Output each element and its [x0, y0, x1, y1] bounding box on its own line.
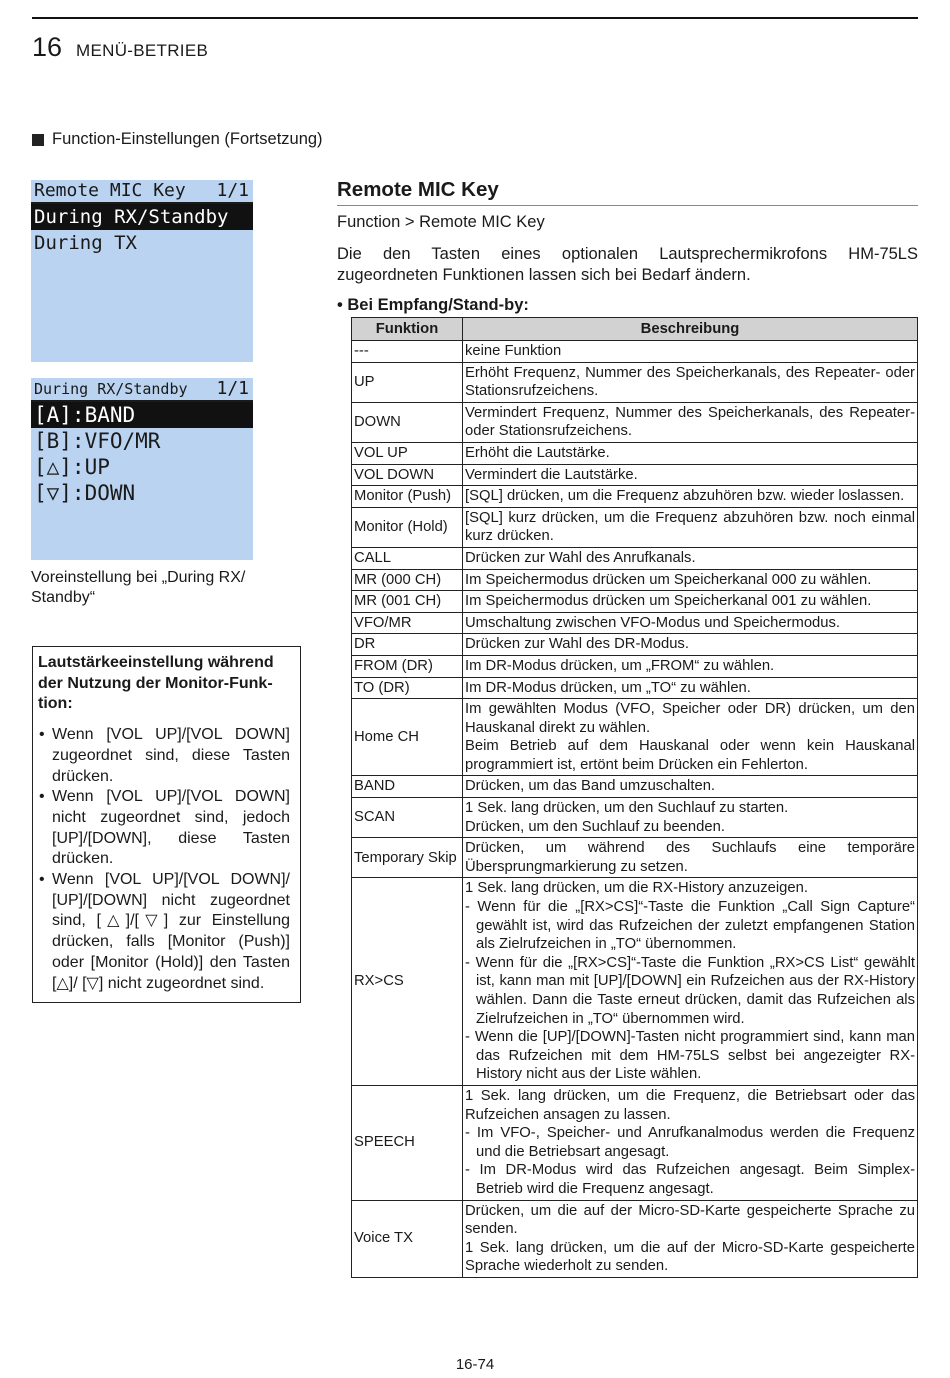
function-cell: VOL UP [352, 442, 463, 464]
table-row [352, 677, 918, 699]
title-rule [337, 205, 918, 206]
table-row [352, 569, 918, 591]
function-cell: Voice TX [352, 1200, 463, 1277]
description-line: Im Speichermodus drücken um Speicherkanal 000 zu wählen. [465, 571, 872, 588]
description-line: Drücken, um die auf der Micro-SD-Karte gespeicherte Sprache zu senden. [465, 1202, 915, 1238]
description-cell [463, 1200, 918, 1277]
description-line: Drücken zur Wahl des DR-Modus. [465, 636, 689, 653]
description-line: Im DR-Modus drücken, um „TO“ zu wählen. [465, 679, 751, 696]
table-row [352, 591, 918, 613]
function-cell: RX>CS [352, 878, 463, 1086]
table-row [352, 507, 918, 547]
lcd-menu-item-during-rx-standby[interactable]: During RX/Standby [31, 204, 253, 230]
note-item: • Wenn [VOL UP]/[VOL DOWN] zugeordnet sind, diese Tasten drücken. [38, 725, 290, 787]
table-row [352, 878, 918, 1086]
description-cell [463, 464, 918, 486]
function-cell: DR [352, 634, 463, 656]
lcd-title-row [31, 180, 253, 204]
description-line: - Im VFO-, Speicher- und Anrufkanalmodus werden die Frequenz und die Betriebsart angesagt. [465, 1125, 915, 1160]
table-row [352, 362, 918, 402]
function-cell: VFO/MR [352, 612, 463, 634]
description-line: Erhöht Frequenz, Nummer des Speicherkanals, des Repeater- oder Stationsrufzeichens. [465, 364, 915, 400]
lcd-title: During RX/Standby [34, 380, 188, 398]
description-line: Beim Betrieb auf dem Hauskanal oder wenn kein Hauskanal programmiert ist, ertönt beim Drücken ein Fehlerton. [465, 738, 915, 773]
description-cell [463, 878, 918, 1086]
chapter-title: MENÜ-BETRIEB [76, 41, 209, 60]
description-cell [463, 341, 918, 363]
table-row [352, 634, 918, 656]
description-cell [463, 699, 918, 776]
description-line: [SQL] kurz drücken, um die Frequenz abzuhören bzw. noch einmal kurz drücken. [465, 509, 915, 545]
description-line: Im gewählten Modus (VFO, Speicher oder DR) drücken, um den Hauskanal direkt zu wählen. [465, 701, 915, 736]
function-cell: MR (000 CH) [352, 569, 463, 591]
lcd-screen-remote-mic-key [31, 180, 253, 362]
table-header-row [352, 318, 918, 341]
function-cell: DOWN [352, 402, 463, 442]
function-cell: UP [352, 362, 463, 402]
table-row [352, 699, 918, 776]
description-cell [463, 1085, 918, 1200]
description-cell [463, 798, 918, 838]
table-body [352, 341, 918, 1278]
note-item: • Wenn [VOL UP]/[VOL DOWN]/ [UP]/[DOWN] nicht zugeordnet sind, [△]/[▽] zur Einstellung drücken, falls [Monitor (Push)] oder [Monitor (Hold)] den Tasten [△]/ [▽] nicht zugeordnet sind. [38, 870, 290, 994]
note-item: • Wenn [VOL UP]/[VOL DOWN] nicht zugeordnet sind, jedoch [UP]/[DOWN], diese Tasten drücken. [38, 787, 290, 870]
lcd-page-indicator: 1/1 [216, 378, 249, 399]
table-row [352, 798, 918, 838]
function-cell: MR (001 CH) [352, 591, 463, 613]
chapter-number: 16 [32, 32, 63, 62]
table-row [352, 442, 918, 464]
note-box [32, 646, 301, 1003]
main-title: Remote MIC Key [337, 178, 499, 201]
description-line: - Wenn für die „[RX>CS]“-Taste die Funktion „Call Sign Capture“ gewählt ist, wird das Rufzeichen der zuletzt empfangenen Station als Zielrufzeichen in „TO“ übernommen. [465, 899, 915, 953]
description-cell [463, 402, 918, 442]
description-cell [463, 442, 918, 464]
description-line: Vermindert Frequenz, Nummer des Speicherkanals, des Repeater- oder Stationsrufzeichens. [465, 404, 915, 440]
function-cell: SPEECH [352, 1085, 463, 1200]
description-line: keine Funktion [465, 343, 562, 359]
description-cell [463, 838, 918, 878]
description-line: Drücken, um während des Suchlaufs eine temporäre Übersprungmarkierung zu setzen. [465, 840, 915, 875]
description-line: [SQL] drücken, um die Frequenz abzuhören bzw. wieder loslassen. [465, 488, 905, 505]
description-cell [463, 776, 918, 798]
square-bullet-icon [32, 134, 44, 146]
function-cell: Temporary Skip [352, 838, 463, 878]
lcd-screen-during-rx-standby [31, 378, 253, 560]
function-cell: --- [352, 341, 463, 363]
page-header [32, 32, 208, 63]
menu-path: Function > Remote MIC Key [337, 213, 545, 231]
table-row [352, 1085, 918, 1200]
column-header-beschreibung: Beschreibung [463, 318, 918, 341]
description-line: Im DR-Modus drücken, um „FROM“ zu wählen. [465, 657, 775, 674]
description-line: 1 Sek. lang drücken, um den Suchlauf zu starten. [465, 800, 789, 817]
description-line: Im Speichermodus drücken um Speicherkanal 001 zu wählen. [465, 593, 872, 610]
function-cell: Monitor (Push) [352, 486, 463, 508]
intro-text: Die den Tasten eines optionalen Lautsprechermikrofons HM-75LS zugeordneten Funktionen lassen sich bei Bedarf ändern. [337, 245, 918, 284]
table-row [352, 655, 918, 677]
description-cell [463, 486, 918, 508]
lcd-menu-item-key-up[interactable]: [△]:UP [34, 455, 110, 479]
description-cell [463, 362, 918, 402]
description-cell [463, 634, 918, 656]
column-header-funktion: Funktion [352, 318, 463, 341]
table-row [352, 1200, 918, 1277]
table-row [352, 547, 918, 569]
description-cell [463, 612, 918, 634]
description-cell [463, 547, 918, 569]
description-line: Drücken, um den Suchlauf zu beenden. [465, 818, 725, 835]
description-cell [463, 655, 918, 677]
function-cell: SCAN [352, 798, 463, 838]
table-row [352, 464, 918, 486]
section-heading [32, 130, 323, 149]
lcd-page-indicator: 1/1 [216, 180, 249, 201]
lcd-menu-item-key-a[interactable]: [A]:BAND [31, 402, 253, 428]
table-row [352, 402, 918, 442]
description-line: Erhöht die Lautstärke. [465, 444, 610, 461]
description-cell [463, 507, 918, 547]
function-cell: BAND [352, 776, 463, 798]
table-row [352, 612, 918, 634]
description-line: - Im DR-Modus wird das Rufzeichen angesagt. Beim Simplex-Betrieb wird die Frequenz angesagt. [465, 1162, 915, 1197]
function-cell: TO (DR) [352, 677, 463, 699]
lcd-caption: Voreinstellung bei „During RX/ Standby“ [31, 569, 246, 606]
page-number: 16-74 [455, 1356, 495, 1373]
lcd-menu-item-during-tx[interactable]: During TX [34, 232, 137, 254]
note-title: Lautstärkeeinstellung während der Nutzung der Monitor-Funktion: [38, 654, 274, 713]
description-line: 1 Sek. lang drücken, um die Frequenz, die Betriebsart oder das Rufzeichen ansagen zu lassen. [465, 1087, 915, 1123]
function-table [351, 317, 918, 1278]
function-cell: FROM (DR) [352, 655, 463, 677]
function-cell: Home CH [352, 699, 463, 776]
lcd-menu-item-key-b[interactable]: [B]:VFO/MR [34, 429, 161, 453]
description-cell [463, 591, 918, 613]
description-line: - Wenn die [UP]/[DOWN]-Tasten nicht programmiert sind, kann man das Rufzeichen mit dem HM-75LS selbst bei angezeigter RX-History nicht aus der Liste wählen. [465, 1029, 915, 1083]
function-cell: Monitor (Hold) [352, 507, 463, 547]
table-row [352, 776, 918, 798]
function-cell: VOL DOWN [352, 464, 463, 486]
table-row [352, 341, 918, 363]
top-rule [32, 17, 918, 19]
description-line: Umschaltung zwischen VFO-Modus und Speichermodus. [465, 614, 841, 631]
lcd-title: Remote MIC Key [34, 180, 186, 201]
description-line: 1 Sek. lang drücken, um die auf der Micro-SD-Karte gespeicherte Sprache wiederholt zu senden. [465, 1239, 915, 1275]
table-row [352, 486, 918, 508]
function-cell: CALL [352, 547, 463, 569]
lcd-menu-item-key-down[interactable]: [▽]:DOWN [34, 481, 136, 505]
table-row [352, 838, 918, 878]
lcd-title-row [31, 378, 253, 402]
note-list [38, 725, 290, 994]
table-subheading: • Bei Empfang/Stand-by: [337, 296, 529, 314]
description-cell [463, 569, 918, 591]
section-heading-text: Function-Einstellungen (Fortsetzung) [52, 130, 323, 148]
description-line: 1 Sek. lang drücken, um die RX-History anzuzeigen. [465, 880, 808, 897]
description-line: Drücken, um das Band umzuschalten. [465, 778, 716, 795]
description-line: Vermindert die Lautstärke. [465, 466, 638, 483]
description-line: Drücken zur Wahl des Anrufkanals. [465, 549, 696, 566]
description-line: - Wenn für die „[RX>CS]“-Taste die Funktion „RX>CS List“ gewählt ist, kann man mit [UP]/[DOWN] ein Rufzeichen aus der RX-History wählen. Dann die Taste erneut drücken, damit das Rufzeichen als Zielrufzeichen in „TO“ übernommen wird. [465, 954, 915, 1027]
description-cell [463, 677, 918, 699]
